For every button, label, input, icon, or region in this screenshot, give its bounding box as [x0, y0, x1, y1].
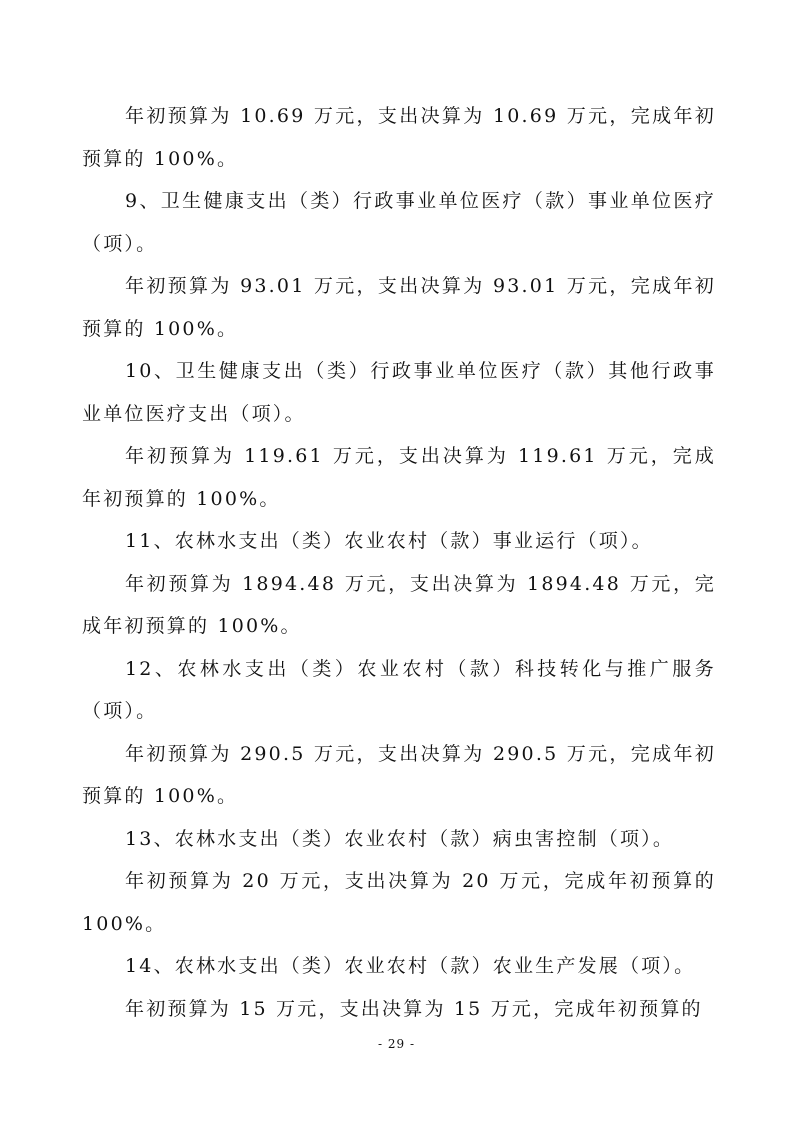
- budget-paragraph: 年初预算为 93.01 万元，支出决算为 93.01 万元，完成年初预算的 100%。: [82, 275, 716, 340]
- budget-paragraph: 年初预算为 1894.48 万元，支出决算为 1894.48 万元，完成年初预算的 100%。: [82, 572, 716, 637]
- page-number: - 29 -: [377, 1037, 415, 1051]
- budget-paragraph: 年初预算为 290.5 万元，支出决算为 290.5 万元，完成年初预算的 100%。: [82, 742, 716, 807]
- item-heading-14: 14、农林水支出（类）农业农村（款）农业生产发展（项）。: [125, 955, 696, 977]
- budget-paragraph: 年初预算为 119.61 万元，支出决算为 119.61 万元，完成年初预算的 100%。: [82, 445, 716, 510]
- budget-paragraph: 年初预算为 15 万元，支出决算为 15 万元，完成年初预算的: [125, 997, 703, 1020]
- item-heading-11: 11、农林水支出（类）农业农村（款）事业运行（项）。: [125, 530, 653, 552]
- item-heading-12: 12、农林水支出（类）农业农村（款）科技转化与推广服务（项）。: [82, 657, 716, 722]
- budget-paragraph: 年初预算为 20 万元，支出决算为 20 万元，完成年初预算的 100%。: [82, 870, 716, 935]
- item-heading-13: 13、农林水支出（类）农业农村（款）病虫害控制（项）。: [125, 827, 675, 850]
- budget-paragraph: 年初预算为 10.69 万元，支出决算为 10.69 万元，完成年初预算的 100%。: [82, 105, 716, 170]
- document-body: [82, 95, 716, 1030]
- item-heading-10: 10、卫生健康支出（类）行政事业单位医疗（款）其他行政事业单位医疗支出（项）。: [82, 360, 716, 425]
- item-heading-9: 9、卫生健康支出（类）行政事业单位医疗（款）事业单位医疗（项）。: [82, 190, 716, 255]
